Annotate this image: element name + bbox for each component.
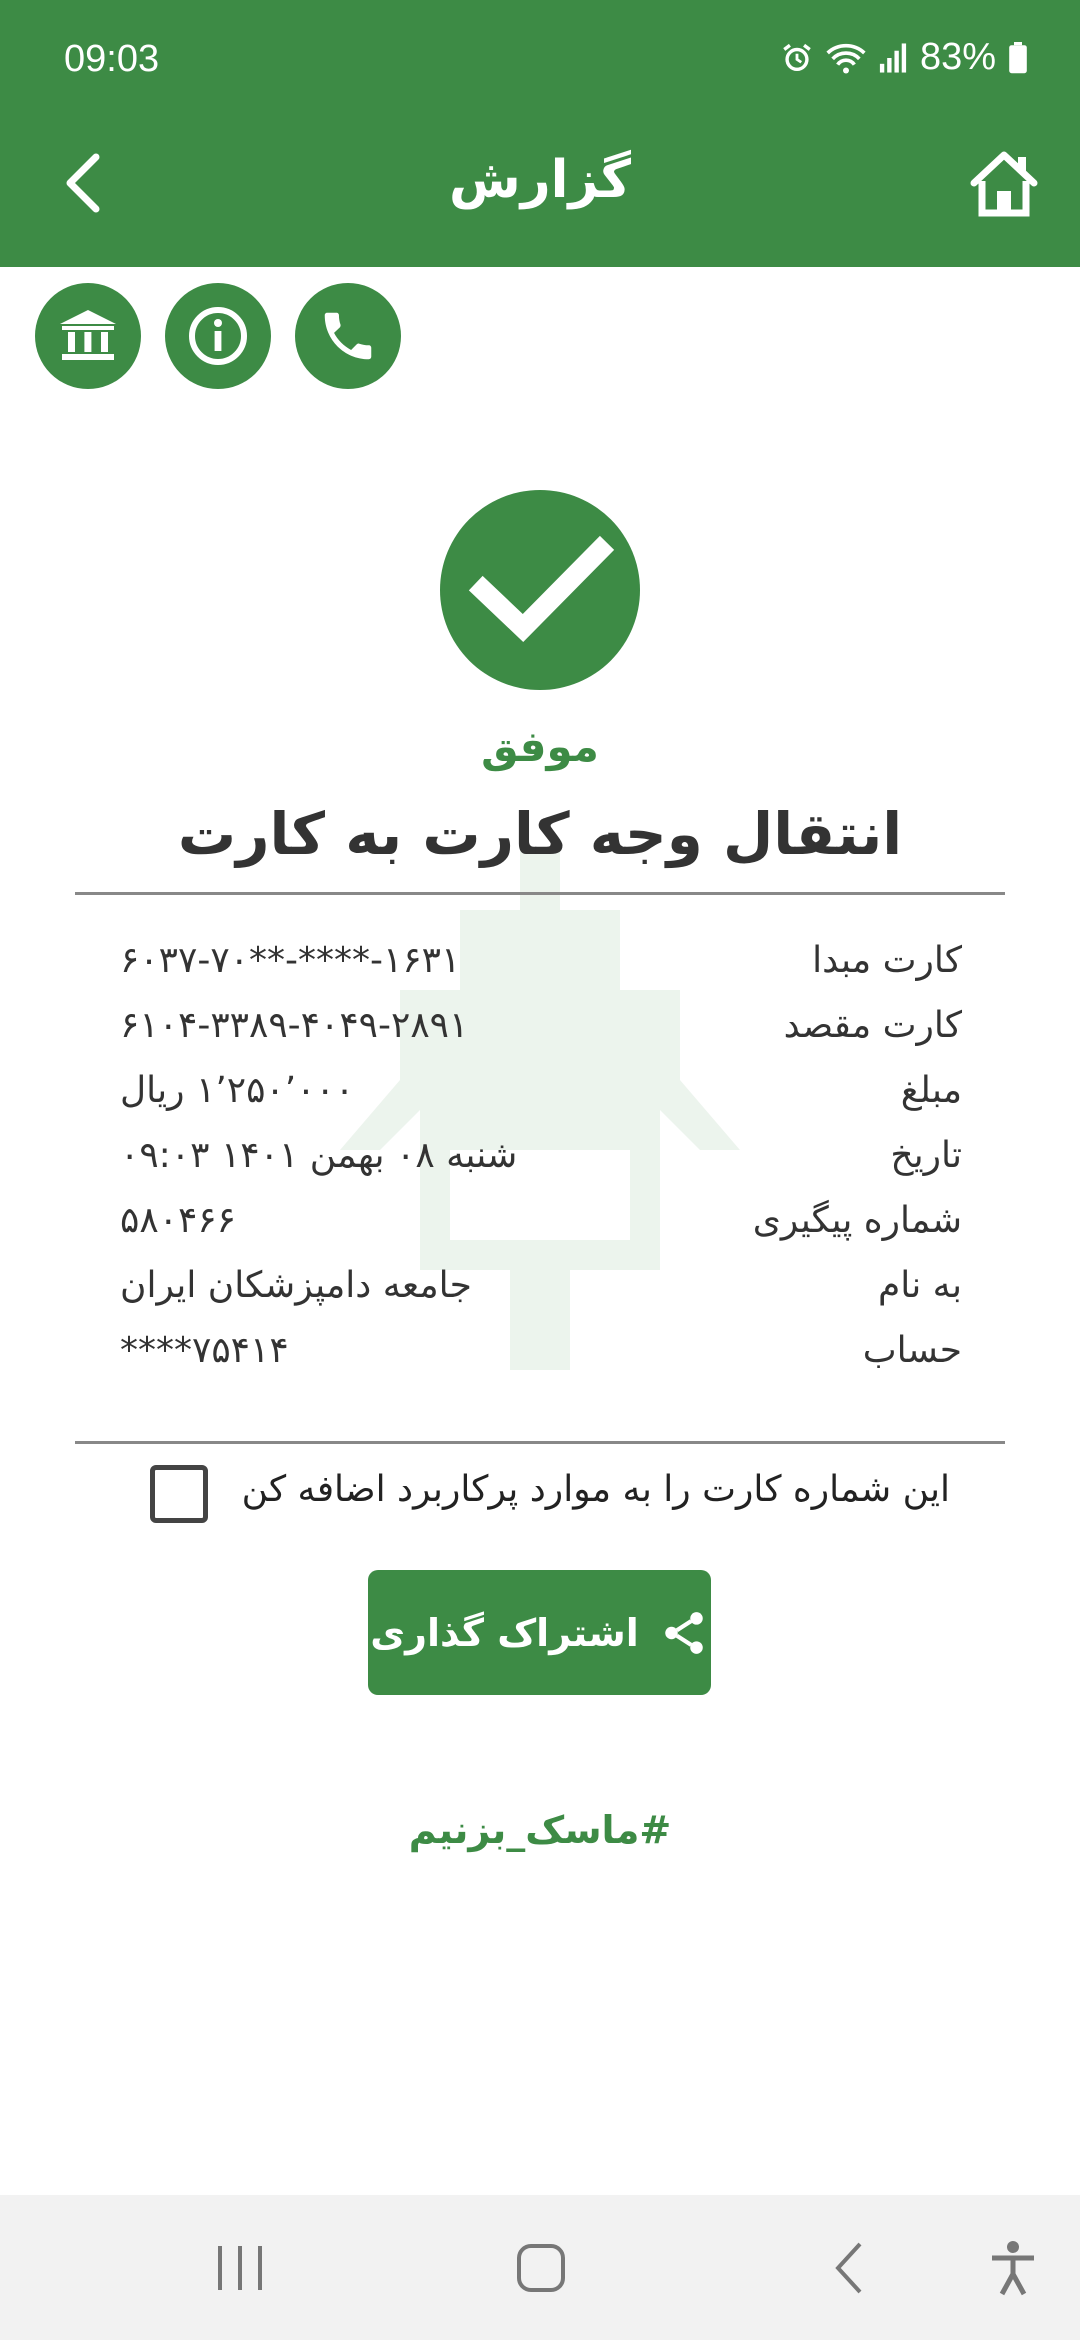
detail-row-date — [120, 1135, 962, 1200]
home-button[interactable] — [968, 147, 1040, 219]
detail-label: تاریخ — [890, 1135, 962, 1176]
bank-button[interactable] — [35, 283, 141, 389]
share-button-label: اشتراک گذاری — [370, 1610, 639, 1655]
wifi-icon — [826, 41, 866, 75]
phone-button[interactable] — [295, 283, 401, 389]
share-icon — [659, 1608, 709, 1658]
status-icons — [780, 36, 1028, 79]
detail-label: کارت مبدا — [812, 940, 962, 981]
detail-value: ۱٬۲۵۰٬۰۰۰ ریال — [120, 1070, 355, 1111]
success-badge — [440, 490, 640, 690]
checkmark-icon — [465, 530, 615, 650]
transaction-title: انتقال وجه کارت به کارت — [177, 800, 903, 868]
battery-icon — [1008, 42, 1028, 74]
detail-label: شماره پیگیری — [752, 1200, 962, 1241]
status-label: موفق — [481, 722, 599, 771]
hashtag-text: #ماسک_بزنیم — [408, 1808, 672, 1852]
detail-label: حساب — [862, 1330, 962, 1371]
quick-actions — [35, 283, 401, 389]
info-icon — [186, 304, 250, 368]
battery-percent: 83% — [919, 36, 996, 78]
favorite-checkbox[interactable] — [150, 1465, 208, 1523]
home-icon — [968, 147, 1040, 219]
recent-apps-icon[interactable] — [215, 2240, 265, 2296]
detail-label: به نام — [877, 1265, 962, 1306]
detail-value: جامعه دامپزشکان ایران — [120, 1265, 472, 1306]
detail-row-name — [120, 1265, 962, 1330]
signal-icon — [878, 42, 908, 74]
page-title: گزارش — [448, 150, 632, 210]
detail-label: کارت مقصد — [783, 1005, 962, 1046]
divider — [75, 892, 1005, 895]
detail-row-dest-card — [120, 1005, 962, 1070]
detail-value: ۶۱۰۴-۳۳۸۹-۴۰۴۹-۲۸۹۱ — [120, 1005, 469, 1046]
share-button[interactable] — [368, 1570, 711, 1695]
system-nav-bar — [0, 2195, 1080, 2340]
bank-icon — [56, 304, 120, 368]
app-bar — [0, 0, 1080, 267]
detail-value: ۶۰۳۷-۷۰**-****-۱۶۳۱ — [120, 940, 461, 981]
detail-label: مبلغ — [900, 1070, 962, 1111]
alarm-icon — [780, 41, 814, 75]
detail-value: ****۷۵۴۱۴ — [120, 1330, 289, 1371]
transaction-details — [120, 940, 962, 1395]
detail-row-source-card — [120, 940, 962, 1005]
detail-value: ۵۸۰۴۶۶ — [120, 1200, 237, 1241]
detail-row-account — [120, 1330, 962, 1395]
favorite-card-option — [150, 1465, 950, 1529]
back-nav-icon[interactable] — [830, 2240, 866, 2296]
detail-row-amount — [120, 1070, 962, 1135]
favorite-checkbox-label: این شماره کارت را به موارد پرکاربرد اضافه کن — [241, 1469, 950, 1510]
divider — [75, 1441, 1005, 1444]
detail-value: شنبه ۰۸ بهمن ۱۴۰۱ ۰۹:۰۳ — [120, 1135, 518, 1176]
phone-icon — [317, 305, 379, 367]
detail-row-tracking — [120, 1200, 962, 1265]
info-button[interactable] — [165, 283, 271, 389]
status-time: 09:03 — [64, 38, 160, 80]
home-nav-icon[interactable] — [515, 2240, 567, 2296]
accessibility-icon[interactable] — [988, 2240, 1038, 2296]
